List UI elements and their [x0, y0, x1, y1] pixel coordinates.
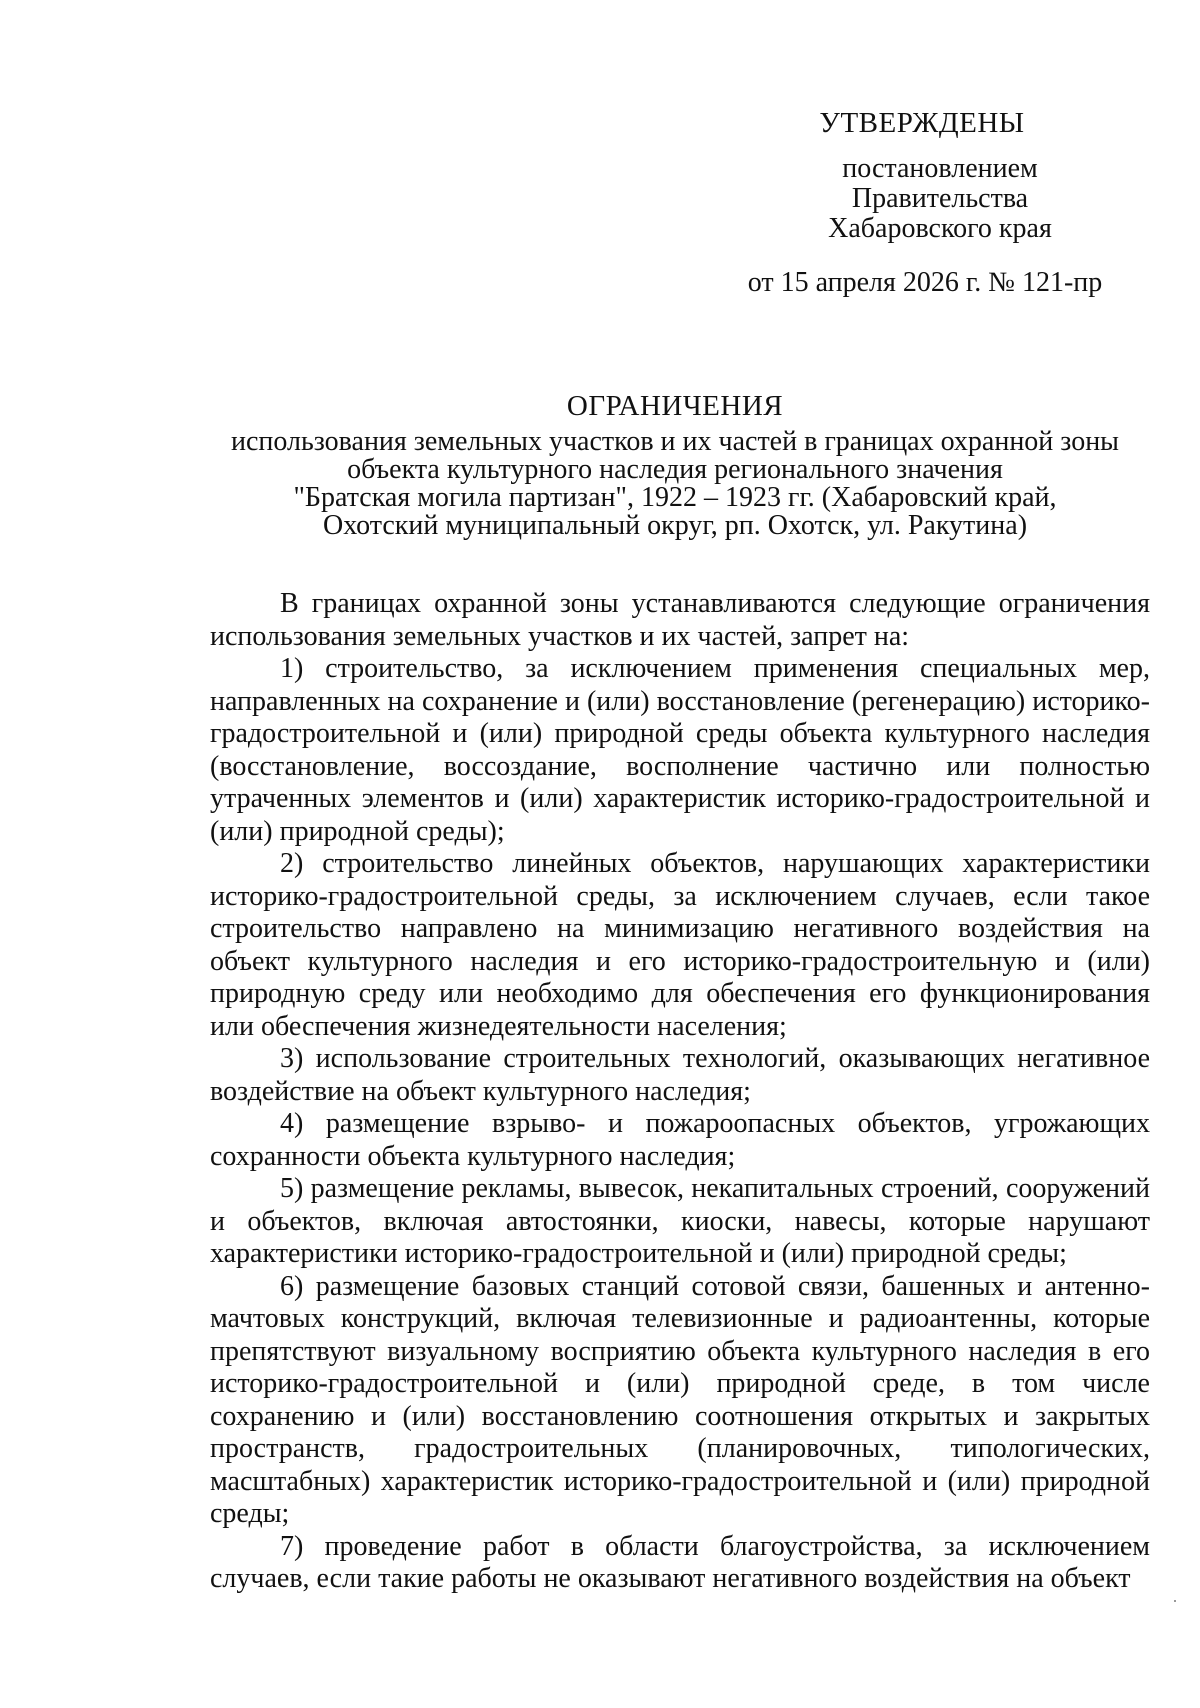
- document-title: ОГРАНИЧЕНИЯ: [566, 390, 784, 422]
- approval-date: от 15 апреля 2026 г. № 121-пр: [747, 267, 1103, 298]
- document-body: [210, 588, 1150, 1596]
- restriction-item-4: 4) размещение взрыво- и пожароопасных объектов, угрожающих сохранности объекта культурного наследия;: [210, 1108, 1150, 1172]
- subtitle-line: "Братская могила партизан", 1922 – 1923 гг. (Хабаровский край,: [293, 482, 1057, 513]
- approval-block: [700, 108, 1180, 298]
- intro-paragraph: В границах охранной зоны устанавливаются следующие ограничения использования земельных участков и их частей, запрет на:: [210, 588, 1150, 652]
- restriction-item-5: 5) размещение рекламы, вывесок, некапитальных строений, сооружений и объектов, включая автостоянки, киоски, навесы, которые нарушают характеристики историко-градостроительной и (или) природной среды;: [210, 1173, 1150, 1269]
- scan-speck: [1174, 1600, 1176, 1602]
- approval-line-3: Хабаровского края: [828, 213, 1052, 244]
- subtitle-line: объекта культурного наследия регионального значения: [347, 454, 1003, 485]
- approval-line-1: постановлением: [842, 153, 1038, 184]
- approval-heading: УТВЕРЖДЕНЫ: [819, 107, 1025, 139]
- subtitle-line: Охотский муниципальный округ, рп. Охотск, ул. Ракутина): [322, 510, 1028, 541]
- restriction-item-6: 6) размещение базовых станций сотовой связи, башенных и антенно-мачтовых конструкций, включая телевизионные и радиоантенны, которые препятствуют визуальному восприятию объекта культурного наследия в его историко-градостроительной и (или) природной среде, в том числе сохранению и (или) восстановлению соотношения открытых и закрытых пространств, градостроительных (планировочных, типологических, масштабных) характеристик историко-градостроительной и (или) природной среды;: [210, 1270, 1150, 1529]
- subtitle-line: использования земельных участков и их частей в границах охранной зоны: [231, 426, 1119, 457]
- restriction-item-1: 1) строительство, за исключением применения специальных мер, направленных на сохранение и (или) восстановление (регенерацию) историко-градостроительной и (или) природной среды объекта культурного наследия (восстановление, воссоздание, восполнение частично или полностью утраченных элементов и (или) характеристик историко-градостроительной и (или) природной среды);: [210, 653, 1150, 847]
- restriction-item-3: 3) использование строительных технологий, оказывающих негативное воздействие на объект культурного наследия;: [210, 1043, 1150, 1107]
- document-subtitle: [200, 428, 1150, 540]
- approval-line-2: Правительства: [851, 183, 1029, 214]
- restriction-item-2: 2) строительство линейных объектов, нарушающих характеристики историко-градостроительной среды, за исключением случаев, если такое строительство направлено на минимизацию негативного воздействия на объект культурного наследия и его историко-градостроительную и (или) природную среду или необходимо для обеспечения его функционирования или обеспечения жизнедеятельности населения;: [210, 848, 1150, 1042]
- restriction-item-7: 7) проведение работ в области благоустройства, за исключением случаев, если такие работы не оказывают негативного воздействия на объект: [210, 1530, 1150, 1594]
